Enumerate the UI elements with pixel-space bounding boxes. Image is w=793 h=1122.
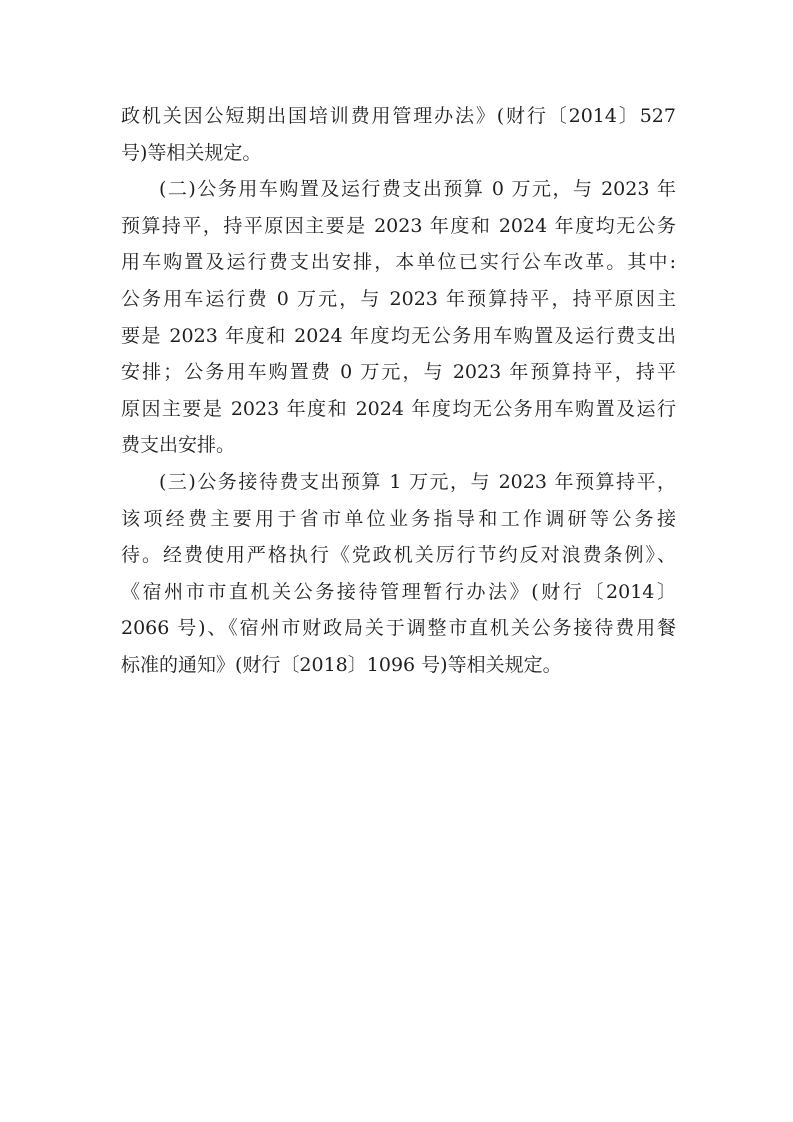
text-line-content: 政机关因公短期出国培训费用管理办法》(财行〔2014〕527	[121, 105, 676, 127]
text-line-content: (三)公务接待费支出预算 1 万元，与 2023 年预算持平，	[159, 470, 676, 493]
text-line	[121, 391, 676, 428]
document-body	[121, 98, 676, 684]
text-line-content: 该项经费主要用于省市单位业务指导和工作调研等公务接	[121, 507, 676, 530]
text-line-content: 用车购置及运行费支出安排，本单位已实行公车改革。其中:	[121, 251, 676, 274]
text-line-content: 2066 号)、《宿州市财政局关于调整市直机关公务接待费用餐	[121, 617, 676, 640]
paragraph-continuation	[121, 98, 676, 171]
text-line	[121, 501, 676, 538]
text-line	[121, 318, 676, 355]
text-line-content: 原因主要是 2023 年度和 2024 年度均无公务用车购置及运行	[121, 397, 676, 420]
text-line	[121, 171, 676, 208]
text-line-content: 费支出安排。	[121, 434, 236, 457]
text-line	[121, 354, 676, 391]
text-line	[121, 135, 676, 172]
text-line-content: 预算持平，持平原因主要是 2023 年度和 2024 年度均无公务	[121, 214, 676, 237]
text-line-content: 待。经费使用严格执行《党政机关厉行节约反对浪费条例》、	[121, 544, 676, 567]
paragraph-vehicle-expenses	[121, 171, 676, 464]
text-line-content: 要是 2023 年度和 2024 年度均无公务用车购置及运行费支出	[121, 324, 676, 347]
text-line-content: 公务用车运行费 0 万元，与 2023 年预算持平，持平原因主	[121, 287, 676, 310]
text-line	[121, 281, 676, 318]
text-line	[121, 464, 676, 501]
text-line-content: (二)公务用车购置及运行费支出预算 0 万元，与 2023 年	[159, 178, 676, 201]
text-line	[121, 647, 676, 684]
text-line	[121, 537, 676, 574]
paragraph-reception-expenses	[121, 464, 676, 684]
text-line-content: 号)等相关规定。	[121, 141, 262, 164]
text-line-content: 安排；公务用车购置费 0 万元，与 2023 年预算持平，持平	[121, 361, 676, 384]
text-line	[121, 610, 676, 647]
text-line-content: 标准的通知》(财行〔2018〕1096 号)等相关规定。	[121, 653, 562, 676]
text-line	[121, 244, 676, 281]
text-line	[121, 427, 676, 464]
text-line	[121, 98, 676, 135]
text-line	[121, 208, 676, 245]
text-line-content: 《宿州市市直机关公务接待管理暂行办法》(财行〔2014〕	[121, 580, 676, 603]
text-line	[121, 574, 676, 611]
